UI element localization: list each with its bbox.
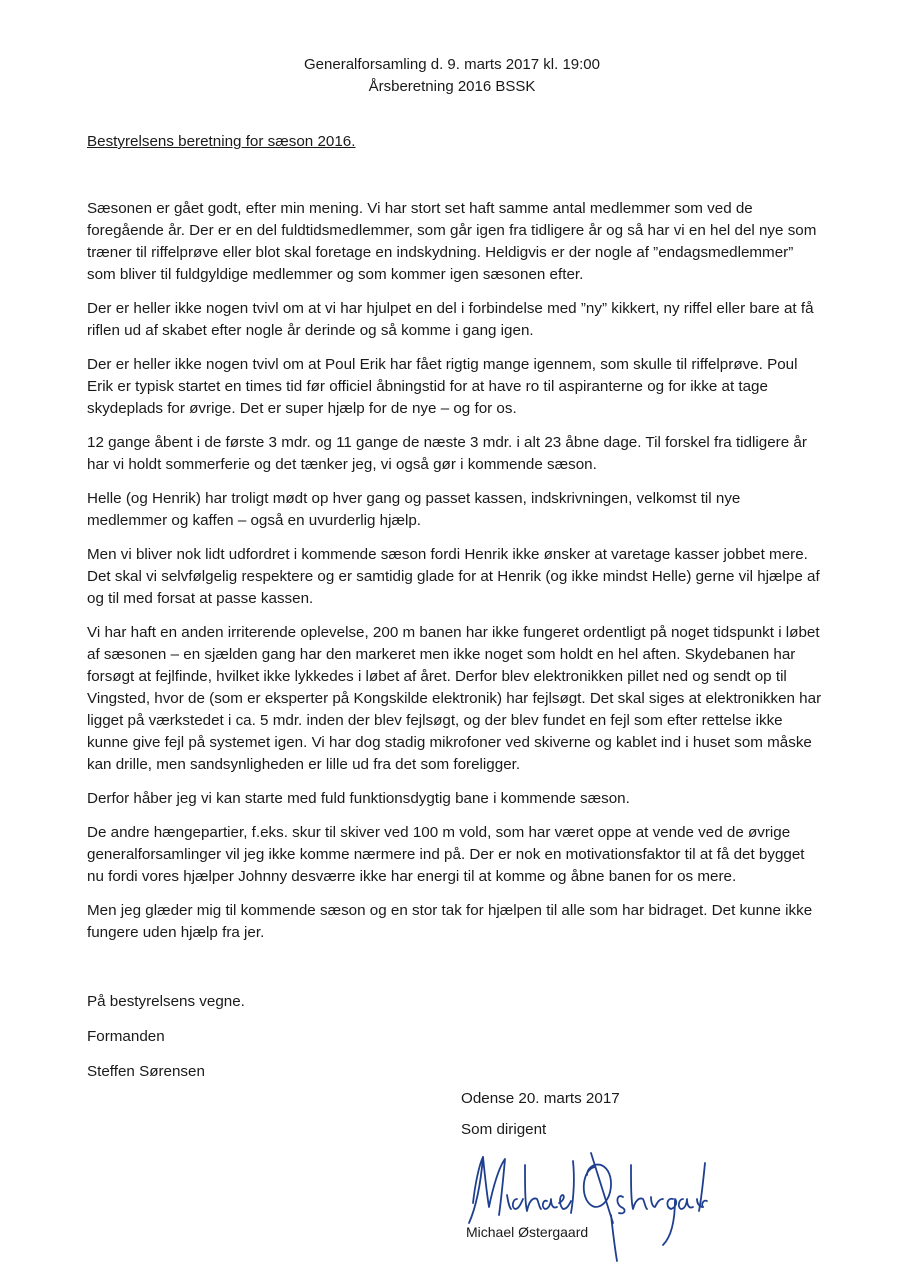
paragraph: Derfor håber jeg vi kan starte med fuld funktionsdygtig bane i kommende sæson. (87, 790, 630, 807)
paragraph: 12 gange åbent i de første 3 mdr. og 11 gange de næste 3 mdr. i alt 23 åbne dage. Til forskel fra tidligere år har vi holdt sommerferie og det tænker jeg, vi også gør i kommende sæson. (87, 434, 807, 473)
report-body (87, 198, 822, 956)
paragraph: De andre hængepartier, f.eks. skur til skiver ved 100 m vold, som har været oppe at vende ved de øvrige generalforsamlinger vil jeg ikke komme nærmere ind på. Der er nok en motivationsfaktor til at få det bygget nu fordi vores hjælper Johnny desværre ikke har energi til at komme og åbne banen for os mere. (87, 824, 805, 885)
closing-on-behalf: På bestyrelsens vegne. (87, 993, 245, 1010)
paragraph: Sæsonen er gået godt, efter min mening. Vi har stort set haft samme antal medlemmer som ved de foregående år. Der er en del fuldtidsmedlemmer, som går igen fra tidligere år og så har vi en hel del nye som træner til riffelprøve eller blot skal foretage en indskydning. Heldigvis er der nogle af ”endagsmedlemmer” som bliver til fuldgyldige medlemmer og som kommer igen sæsonen efter. (87, 200, 817, 283)
paragraph: Men vi bliver nok lidt udfordret i kommende sæson fordi Henrik ikke ønsker at varetage kasser jobbet mere. Det skal vi selvfølgelig respektere og er samtidig glade for at Henrik (og ikke mindst Helle) gerne vil hjælpe af og til med forsat at passe kassen. (87, 546, 820, 607)
paragraph: Der er heller ikke nogen tvivl om at vi har hjulpet en del i forbindelse med ”ny” kikkert, ny riffel eller bare at få riflen ud af skabet efter nogle år derinde og så komme i gang igen. (87, 300, 814, 339)
signature-name: Michael Østergaard (466, 1224, 589, 1240)
paragraph: Vi har haft en anden irriterende oplevelse, 200 m banen har ikke fungeret ordentligt på noget tidspunkt i løbet af sæsonen – en sjælden gang har den markeret men ikke noget som holdt en hel aften. Skydebanen har forsøgt at fejlfinde, hvilket ikke lykkedes i løbet af året. Derfor blev elektronikken pillet ned og sendt op til Vingsted, hvor de (som er eksperter på Kongskilde elektronik) har fejlsøgt. Det skal siges at elektronikken har ligget på værkstedet i ca. 5 mdr. inden der blev fejlsøgt, og der blev fundet en fejl som efter rettelse ikke kunne give fejl på systemet igen. Vi har dog stadig mikrofoner ved skiverne og kablet ind i huset som måske kan drille, men sandsynligheden er lille ud fra det som foreligger. (87, 624, 822, 773)
signer-role: Som dirigent (461, 1121, 547, 1138)
paragraph: Men jeg glæder mig til kommende sæson og en stor tak for hjælpen til alle som har bidraget. Det kunne ikke fungere uden hjælp fra jer. (87, 902, 813, 941)
closing-signer: Steffen Sørensen (87, 1063, 205, 1080)
paragraph: Helle (og Henrik) har troligt mødt op hver gang og passet kassen, indskrivningen, velkomst til nye medlemmer og kaffen – også en uvurderlig hjælp. (87, 490, 741, 529)
header-line-1: Generalforsamling d. 9. marts 2017 kl. 19:00 (304, 56, 600, 73)
paragraph: Der er heller ikke nogen tvivl om at Poul Erik har fået rigtig mange igennem, som skulle til riffelprøve. Poul Erik er typisk startet en times tid før officiel åbningstid for at have ro til aspiranterne og for ikke at tage skydeplads for øvrige. Det er super hjælp for de nye – og for os. (87, 356, 798, 417)
closing-title: Formanden (87, 1028, 165, 1045)
report-heading: Bestyrelsens beretning for sæson 2016. (87, 133, 356, 150)
handwritten-signature (455, 1145, 715, 1270)
header-line-2: Årsberetning 2016 BSSK (368, 78, 536, 95)
place-date: Odense 20. marts 2017 (461, 1090, 620, 1107)
